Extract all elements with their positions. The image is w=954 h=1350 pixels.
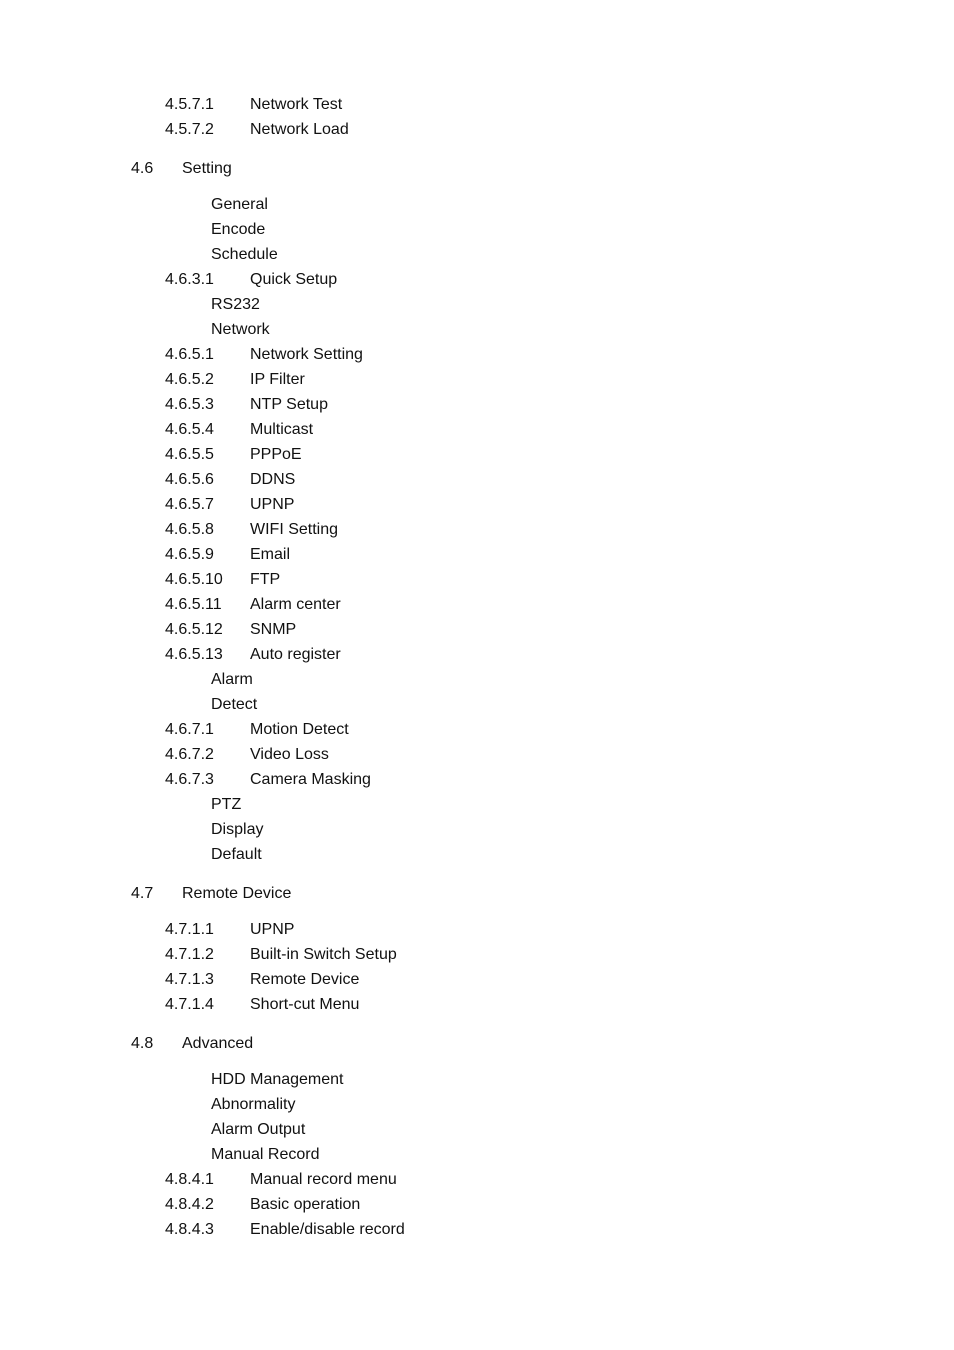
toc-entry-title: Alarm [211, 671, 253, 688]
toc-entry-title: Default [211, 846, 262, 863]
toc-entry-title: Camera Masking [250, 771, 371, 788]
toc-entry-number: 4.6.5.8 [165, 521, 214, 538]
toc-entry-number: 4.6 [131, 160, 154, 177]
toc-entry-title: Remote Device [182, 885, 292, 902]
toc-entry-title: Detect [211, 696, 258, 713]
toc-entry-number: 4.6.5.13 [165, 646, 223, 663]
toc-entry-number: 4.8 [131, 1035, 154, 1052]
toc-entry-number: 4.6.5.1 [165, 346, 214, 363]
toc-entry-title: RS232 [211, 296, 260, 313]
toc-entry-title: IP Filter [250, 371, 305, 388]
toc-entry-title: Network Setting [250, 346, 363, 363]
toc-entry-title: DDNS [250, 471, 296, 488]
toc-entry-title: Quick Setup [250, 271, 338, 288]
toc-entry-number: 4.6.5.5 [165, 446, 214, 463]
toc-entry-number: 4.6.5.3 [165, 396, 214, 413]
toc-entry-number: 4.6.5.11 [165, 596, 222, 613]
toc-entry-title: Schedule [211, 246, 278, 263]
toc-entry-title: Alarm center [250, 596, 341, 613]
toc-entry-title: General [211, 196, 268, 213]
toc-entry-title: WIFI Setting [250, 521, 339, 538]
toc-entry-title: Manual Record [211, 1146, 320, 1163]
toc-entry-number: 4.7.1.3 [165, 971, 214, 988]
toc-entry-title: PTZ [211, 796, 242, 813]
toc-entry-title: Auto register [250, 646, 341, 663]
toc-entry-title: Encode [211, 221, 266, 238]
toc-entry-number: 4.6.7.2 [165, 746, 214, 763]
toc-entry-title: UPNP [250, 921, 295, 938]
toc-entry-number: 4.7.1.4 [165, 996, 214, 1013]
toc-entry-title: Advanced [182, 1035, 254, 1052]
toc-entry-number: 4.7.1.1 [165, 921, 214, 938]
toc-entry-title: SNMP [250, 621, 297, 638]
toc-entry-title: Motion Detect [250, 721, 349, 738]
toc-entry-title: Network Test [250, 96, 343, 113]
toc-entry-title: Short-cut Menu [250, 996, 360, 1013]
toc-entry-number: 4.7.1.2 [165, 946, 214, 963]
toc-entry-title: Network Load [250, 121, 349, 138]
toc-entry-title: Setting [182, 160, 232, 177]
toc-entry-number: 4.6.5.4 [165, 421, 214, 438]
toc-entry-number: 4.5.7.2 [165, 121, 214, 138]
toc-entry-title: Display [211, 821, 264, 838]
toc-entry-title: Video Loss [250, 746, 329, 763]
toc-entry-title: Network [211, 321, 270, 338]
toc-entry-title: Basic operation [250, 1196, 361, 1213]
toc-entry-number: 4.6.5.9 [165, 546, 214, 563]
toc-entry-number: 4.7 [131, 885, 154, 902]
toc-entry-number: 4.6.5.6 [165, 471, 214, 488]
toc-entry-number: 4.6.3.1 [165, 271, 214, 288]
toc-entry-number: 4.6.5.12 [165, 621, 223, 638]
toc-entry-number: 4.8.4.3 [165, 1221, 214, 1238]
toc-entry-title: Multicast [250, 421, 314, 438]
toc-entry-title: UPNP [250, 496, 295, 513]
toc-entry-number: 4.6.5.7 [165, 496, 214, 513]
toc-entry-number: 4.6.7.1 [165, 721, 214, 738]
toc-entry-number: 4.5.7.1 [165, 96, 214, 113]
toc-entry-number: 4.6.5.2 [165, 371, 214, 388]
toc-entry-title: Built-in Switch Setup [250, 946, 397, 963]
toc-entry-number: 4.8.4.1 [165, 1171, 214, 1188]
toc-entry-title: Remote Device [250, 971, 360, 988]
toc-entry-number: 4.8.4.2 [165, 1196, 214, 1213]
toc-entry-title: PPPoE [250, 446, 302, 463]
toc-entry-title: Enable/disable record [250, 1221, 405, 1238]
toc-entry-title: Email [250, 546, 291, 563]
toc-entry-title: Alarm Output [211, 1121, 306, 1138]
toc-entry-number: 4.6.5.10 [165, 571, 223, 588]
toc-entry-title: Abnormality [211, 1096, 296, 1113]
toc-entry-title: Manual record menu [250, 1171, 397, 1188]
toc-entry-number: 4.6.7.3 [165, 771, 214, 788]
toc-entry-title: HDD Management [211, 1071, 344, 1088]
toc-entry-title: FTP [250, 571, 281, 588]
toc-entry-title: NTP Setup [250, 396, 328, 413]
